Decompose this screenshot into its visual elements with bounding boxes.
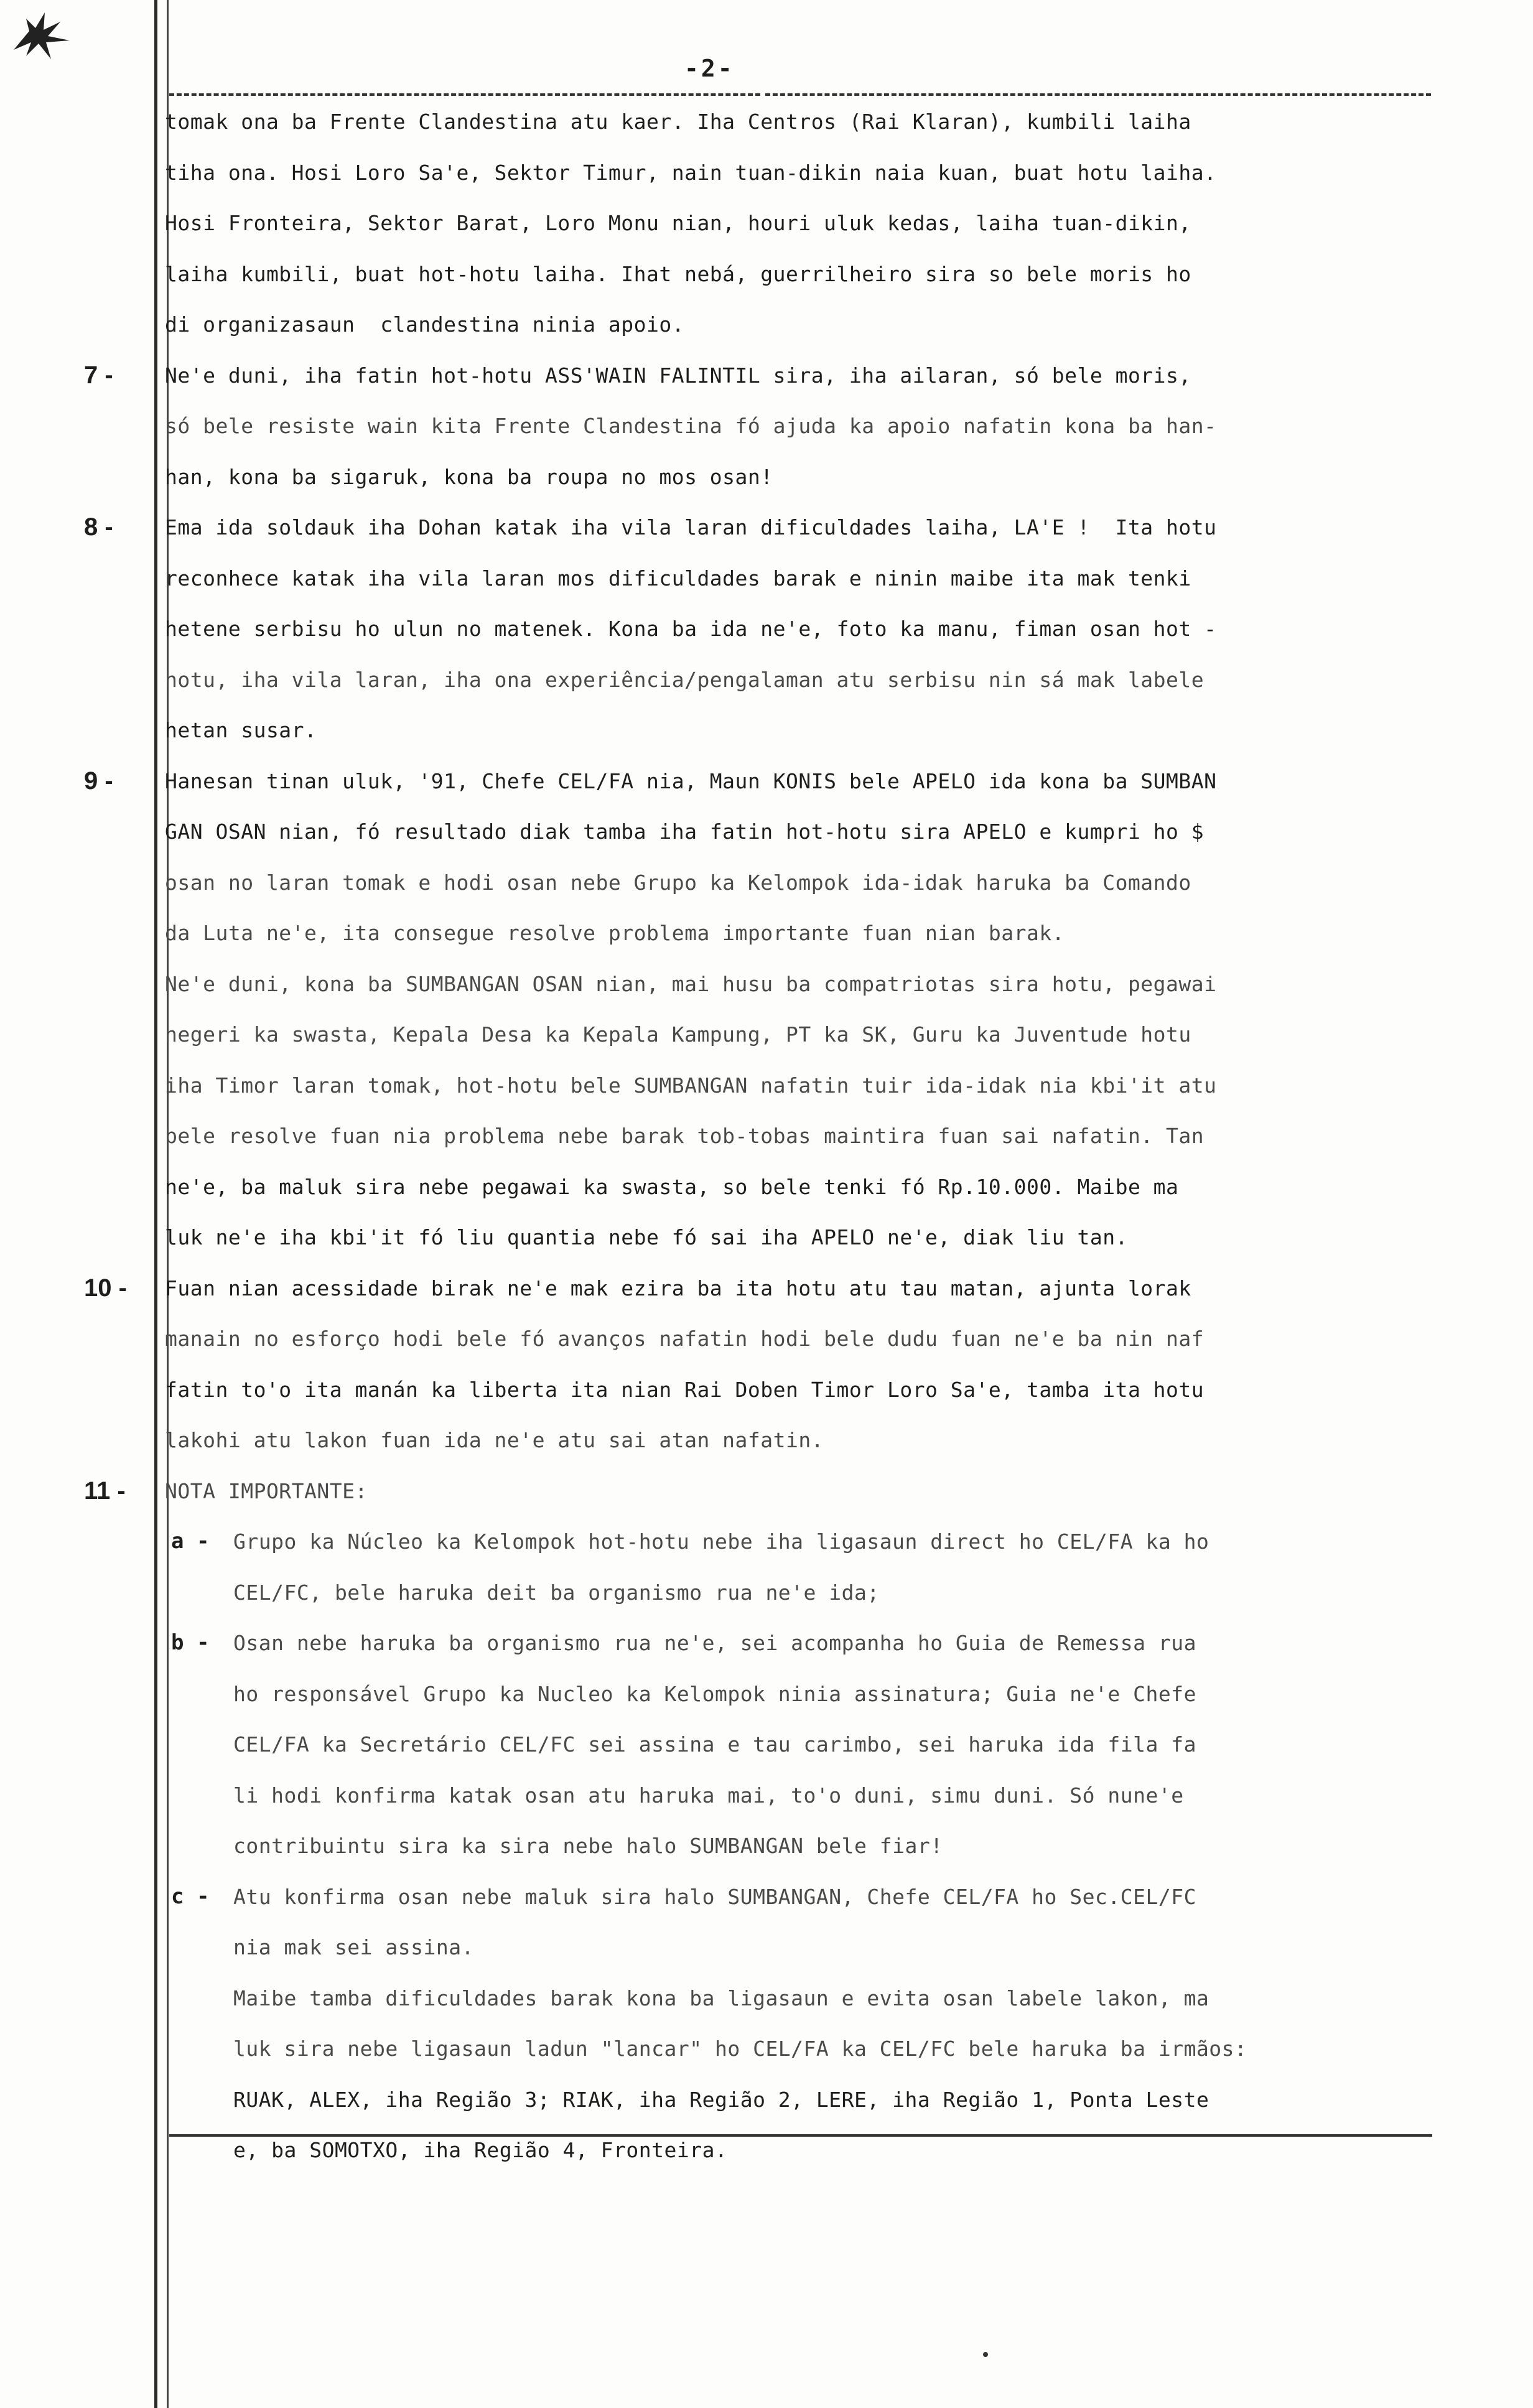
text-line: manain no esforço hodi bele fó avanços nafatin hodi bele dudu fuan ne'e ba nin naf (165, 1327, 1204, 1351)
text-line: Maibe tamba dificuldades barak kona ba ligasaun e evita osan labele lakon, ma (233, 1986, 1209, 2010)
text-line: Hanesan tinan uluk, '91, Chefe CEL/FA nia, Maun KONIS bele APELO ida kona ba SUMBAN (165, 768, 1217, 793)
subitem-c (165, 1872, 1471, 2176)
text-line: osan no laran tomak e hodi osan nebe Grupo ka Kelompok ida-idak haruka ba Comando (165, 870, 1191, 895)
text-line: Atu konfirma osan nebe maluk sira halo SUMBANGAN, Chefe CEL/FA ho Sec.CEL/FC (233, 1884, 1196, 1909)
text-line: negeri ka swasta, Kepala Desa ka Kepala Kampung, PT ka SK, Guru ka Juventude hotu (165, 1022, 1191, 1047)
text-line: han, kona ba sigaruk, kona ba roupa no mos osan! (165, 464, 773, 489)
text-line: luk sira nebe ligasaun ladun "lancar" ho CEL/FA ka CEL/FC bele haruka ba irmãos: (233, 2037, 1247, 2061)
nota-importante-heading: NOTA IMPORTANTE: (165, 1478, 368, 1503)
text-line: Hosi Fronteira, Sektor Barat, Loro Monu nian, houri uluk kedas, laiha tuan-dikin, (165, 211, 1191, 235)
paragraph-number: 9 - (84, 767, 113, 795)
footer-rule (169, 2134, 1432, 2137)
text-line: ne'e, ba maluk sira nebe pegawai ka swasta, so bele tenki fó Rp.10.000. Maibe ma (165, 1174, 1179, 1199)
text-line: laiha kumbili, buat hot-hotu laiha. Ihat nebá, guerrilheiro sira so bele moris ho (165, 261, 1191, 286)
paragraph-10 (84, 1263, 1471, 1466)
text-line: li hodi konfirma katak osan atu haruka mai, to'o duni, simu duni. Só nune'e (233, 1783, 1184, 1808)
text-line: hetan susar. (165, 718, 317, 742)
subitem-label: b - (171, 1630, 210, 1655)
stray-mark (983, 2352, 988, 2357)
text-line: nia mak sei assina. (233, 1935, 474, 1959)
paragraph-number: 7 - (84, 361, 113, 389)
paragraph-continued (165, 96, 1471, 350)
paragraph-8 (84, 502, 1471, 756)
header-dashed-rule-left (169, 93, 760, 96)
text-line: fatin to'o ita manán ka liberta ita nian Rai Doben Timor Loro Sa'e, tamba ita hotu (165, 1377, 1204, 1402)
page-number: -2- (684, 55, 735, 82)
text-line: di organizasaun clandestina ninia apoio. (165, 312, 685, 337)
text-line: e, ba SOMOTXO, iha Região 4, Fronteira. (233, 2138, 728, 2162)
subitem-b (165, 1618, 1471, 1872)
paragraph-7 (84, 350, 1471, 503)
subitem-a (165, 1516, 1471, 1618)
text-line: só bele resiste wain kita Frente Clandestina fó ajuda ka apoio nafatin kona ba han- (165, 414, 1217, 438)
text-line: iha Timor laran tomak, hot-hotu bele SUMBANGAN nafatin tuir ida-idak nia kbi'it atu (165, 1073, 1217, 1098)
text-line: Ne'e duni, kona ba SUMBANGAN OSAN nian, mai husu ba compatriotas sira hotu, pegawai (165, 971, 1217, 996)
left-margin-rule (154, 0, 157, 2408)
text-line: bele resolve fuan nia problema nebe barak tob-tobas maintira fuan sai nafatin. Tan (165, 1124, 1204, 1148)
document-body (84, 96, 1471, 2176)
text-line: Grupo ka Núcleo ka Kelompok hot-hotu nebe iha ligasaun direct ho CEL/FA ka ho (233, 1529, 1209, 1554)
paragraph-9 (84, 756, 1471, 1263)
text-line: Ne'e duni, iha fatin hot-hotu ASS'WAIN FALINTIL sira, iha ailaran, só bele moris, (165, 363, 1191, 388)
ink-blot-icon (7, 6, 76, 62)
paragraph-number: 11 - (84, 1477, 126, 1505)
text-line: hotu, iha vila laran, iha ona experiência/pengalaman atu serbisu nin sá mak labele (165, 667, 1204, 692)
subitem-label: c - (171, 1883, 210, 1909)
paragraph-number: 10 - (84, 1274, 127, 1302)
text-line: Osan nebe haruka ba organismo rua ne'e, sei acompanha ho Guia de Remessa rua (233, 1631, 1196, 1655)
text-line: RUAK, ALEX, iha Região 3; RIAK, iha Região 2, LERE, iha Região 1, Ponta Leste (233, 2087, 1209, 2112)
text-line: contribuintu sira ka sira nebe halo SUMBANGAN bele fiar! (233, 1834, 943, 1858)
text-line: Ema ida soldauk iha Dohan katak iha vila laran dificuldades laiha, LA'E ! Ita hotu (165, 515, 1217, 539)
text-line: lakohi atu lakon fuan ida ne'e atu sai atan nafatin. (165, 1428, 824, 1452)
header-dashed-rule-right (765, 93, 1431, 96)
text-line: tiha ona. Hosi Loro Sa'e, Sektor Timur, nain tuan-dikin naia kuan, buat hotu laiha. (165, 160, 1217, 185)
paragraph-number: 8 - (84, 513, 113, 541)
text-line: hetene serbisu ho ulun no matenek. Kona ba ida ne'e, foto ka manu, fiman osan hot - (165, 617, 1217, 641)
text-line: tomak ona ba Frente Clandestina atu kaer. Iha Centros (Rai Klaran), kumbili laiha (165, 110, 1191, 134)
text-line: CEL/FA ka Secretário CEL/FC sei assina e tau carimbo, sei haruka ida fila fa (233, 1732, 1196, 1757)
text-line: ho responsável Grupo ka Nucleo ka Kelompok ninia assinatura; Guia ne'e Chefe (233, 1681, 1196, 1706)
text-line: reconhece katak iha vila laran mos dificuldades barak e ninin maibe ita mak tenki (165, 566, 1191, 590)
paragraph-11 (84, 1466, 1471, 2176)
text-line: CEL/FC, bele haruka deit ba organismo rua ne'e ida; (233, 1580, 880, 1605)
text-line: Fuan nian acessidade birak ne'e mak ezira ba ita hotu atu tau matan, ajunta lorak (165, 1276, 1191, 1300)
text-line: luk ne'e iha kbi'it fó liu quantia nebe fó sai iha APELO ne'e, diak liu tan. (165, 1225, 1128, 1249)
text-line: GAN OSAN nian, fó resultado diak tamba iha fatin hot-hotu sira APELO e kumpri ho $ (165, 819, 1204, 844)
text-line: da Luta ne'e, ita consegue resolve problema importante fuan nian barak. (165, 921, 1065, 945)
subitem-label: a - (171, 1529, 210, 1554)
